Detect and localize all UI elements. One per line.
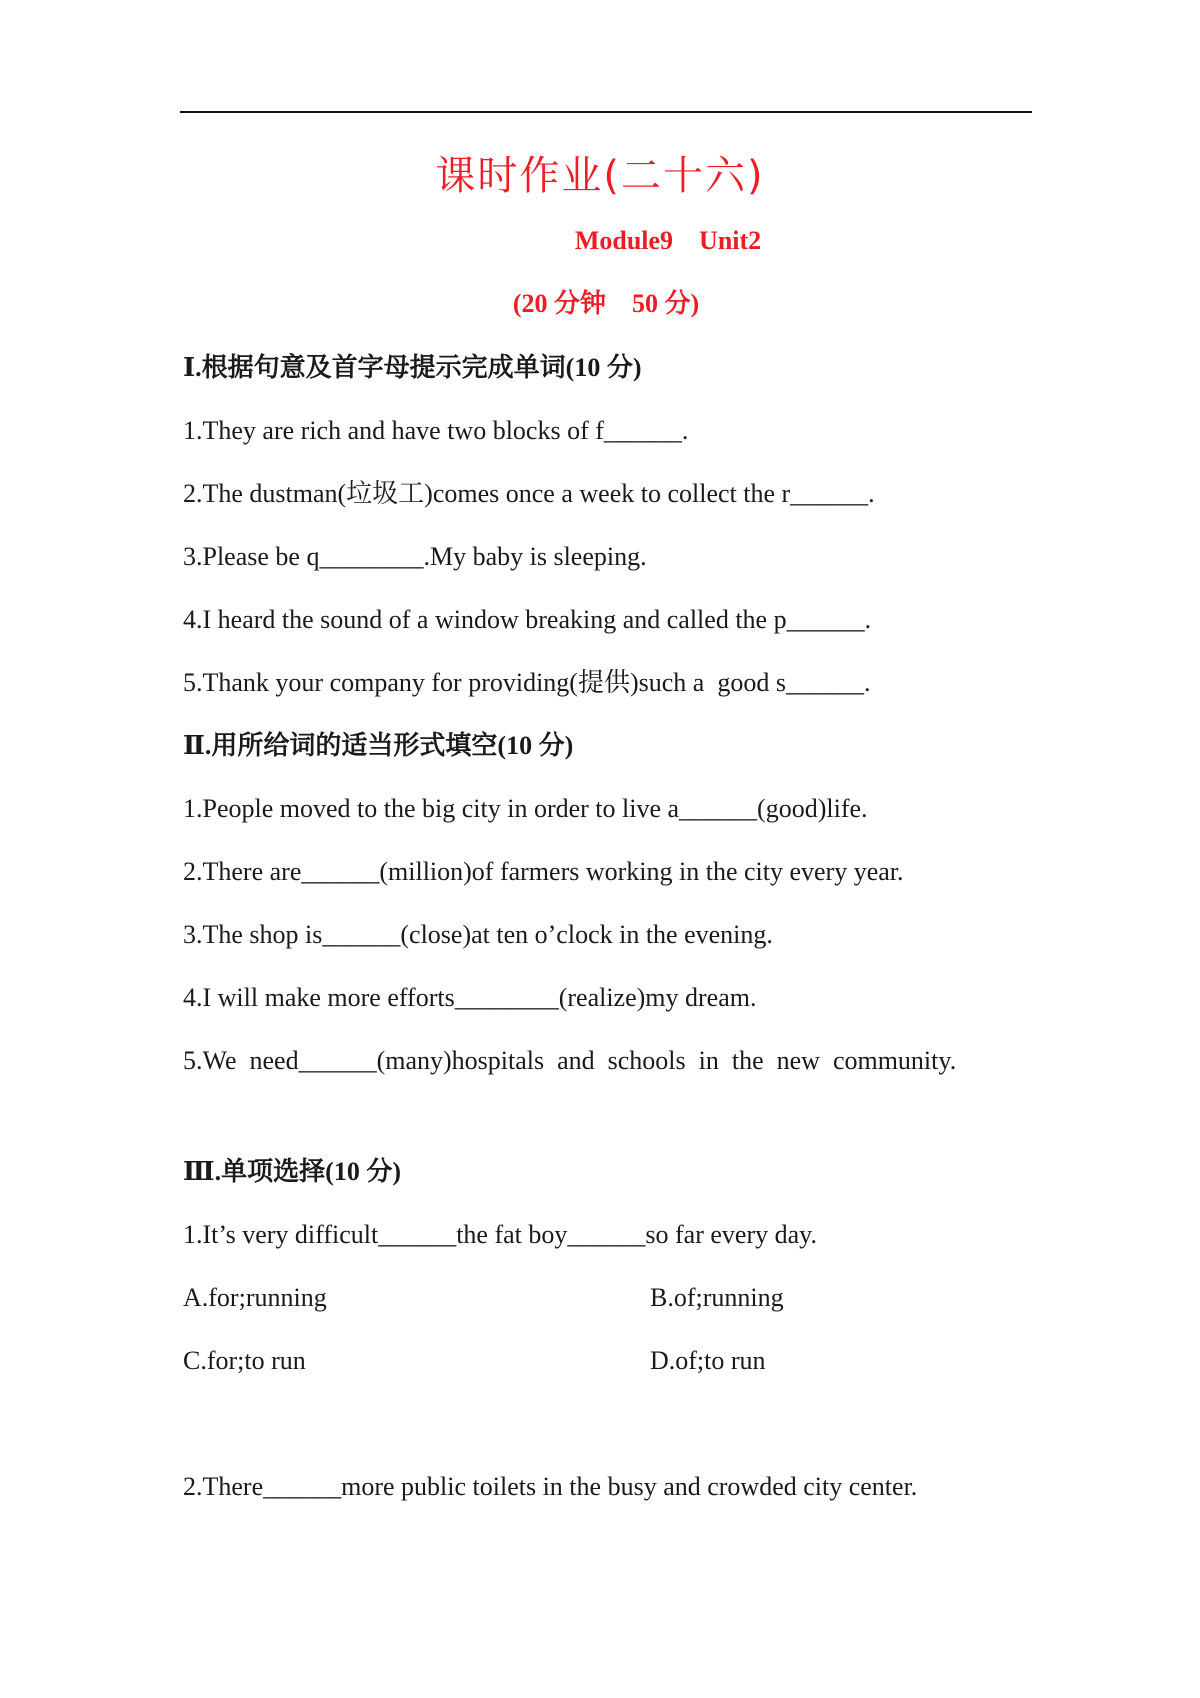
time-score-subtitle: (20 分钟 50 分)	[512, 289, 700, 318]
section-1-item-2: 2.The dustman(垃圾工)comes once a week to collect the r______.	[183, 479, 875, 508]
section-1-item-5: 5.Thank your company for providing(提供)such a good s______.	[183, 668, 871, 697]
section-2-item-5: 5.We need______(many)hospitals and schools in the new community.	[183, 1046, 957, 1075]
section-3-question-2: 2.There______more public toilets in the busy and crowded city center.	[183, 1472, 918, 1501]
question-1-option-c: C.for;to run	[183, 1346, 306, 1375]
section-2-heading: Ⅱ.用所给词的适当形式填空(10 分)	[183, 731, 574, 760]
section-1-heading: Ⅰ.根据句意及首字母提示完成单词(10 分)	[183, 353, 642, 382]
question-1-option-a: A.for;running	[183, 1283, 327, 1312]
unit-subtitle: Module9 Unit2	[574, 226, 762, 255]
section-1-item-1: 1.They are rich and have two blocks of f______.	[183, 416, 689, 445]
section-2-item-1: 1.People moved to the big city in order to live a______(good)life.	[183, 794, 868, 823]
page-title: 课时作业(二十六)	[435, 153, 765, 199]
question-1-option-d: D.of;to run	[650, 1346, 766, 1375]
question-1-option-b: B.of;running	[650, 1283, 784, 1312]
section-3-question-1: 1.It’s very difficult______the fat boy______so far every day.	[183, 1220, 817, 1249]
section-2-item-4: 4.I will make more efforts________(realize)my dream.	[183, 983, 757, 1012]
header-rule	[180, 111, 1032, 113]
section-1-item-4: 4.I heard the sound of a window breaking and called the p______.	[183, 605, 872, 634]
section-3-heading: Ⅲ.单项选择(10 分)	[183, 1157, 401, 1186]
section-2-item-2: 2.There are______(million)of farmers working in the city every year.	[183, 857, 904, 886]
section-2-item-3: 3.The shop is______(close)at ten o’clock in the evening.	[183, 920, 773, 949]
section-1-item-3: 3.Please be q________.My baby is sleeping.	[183, 542, 647, 571]
